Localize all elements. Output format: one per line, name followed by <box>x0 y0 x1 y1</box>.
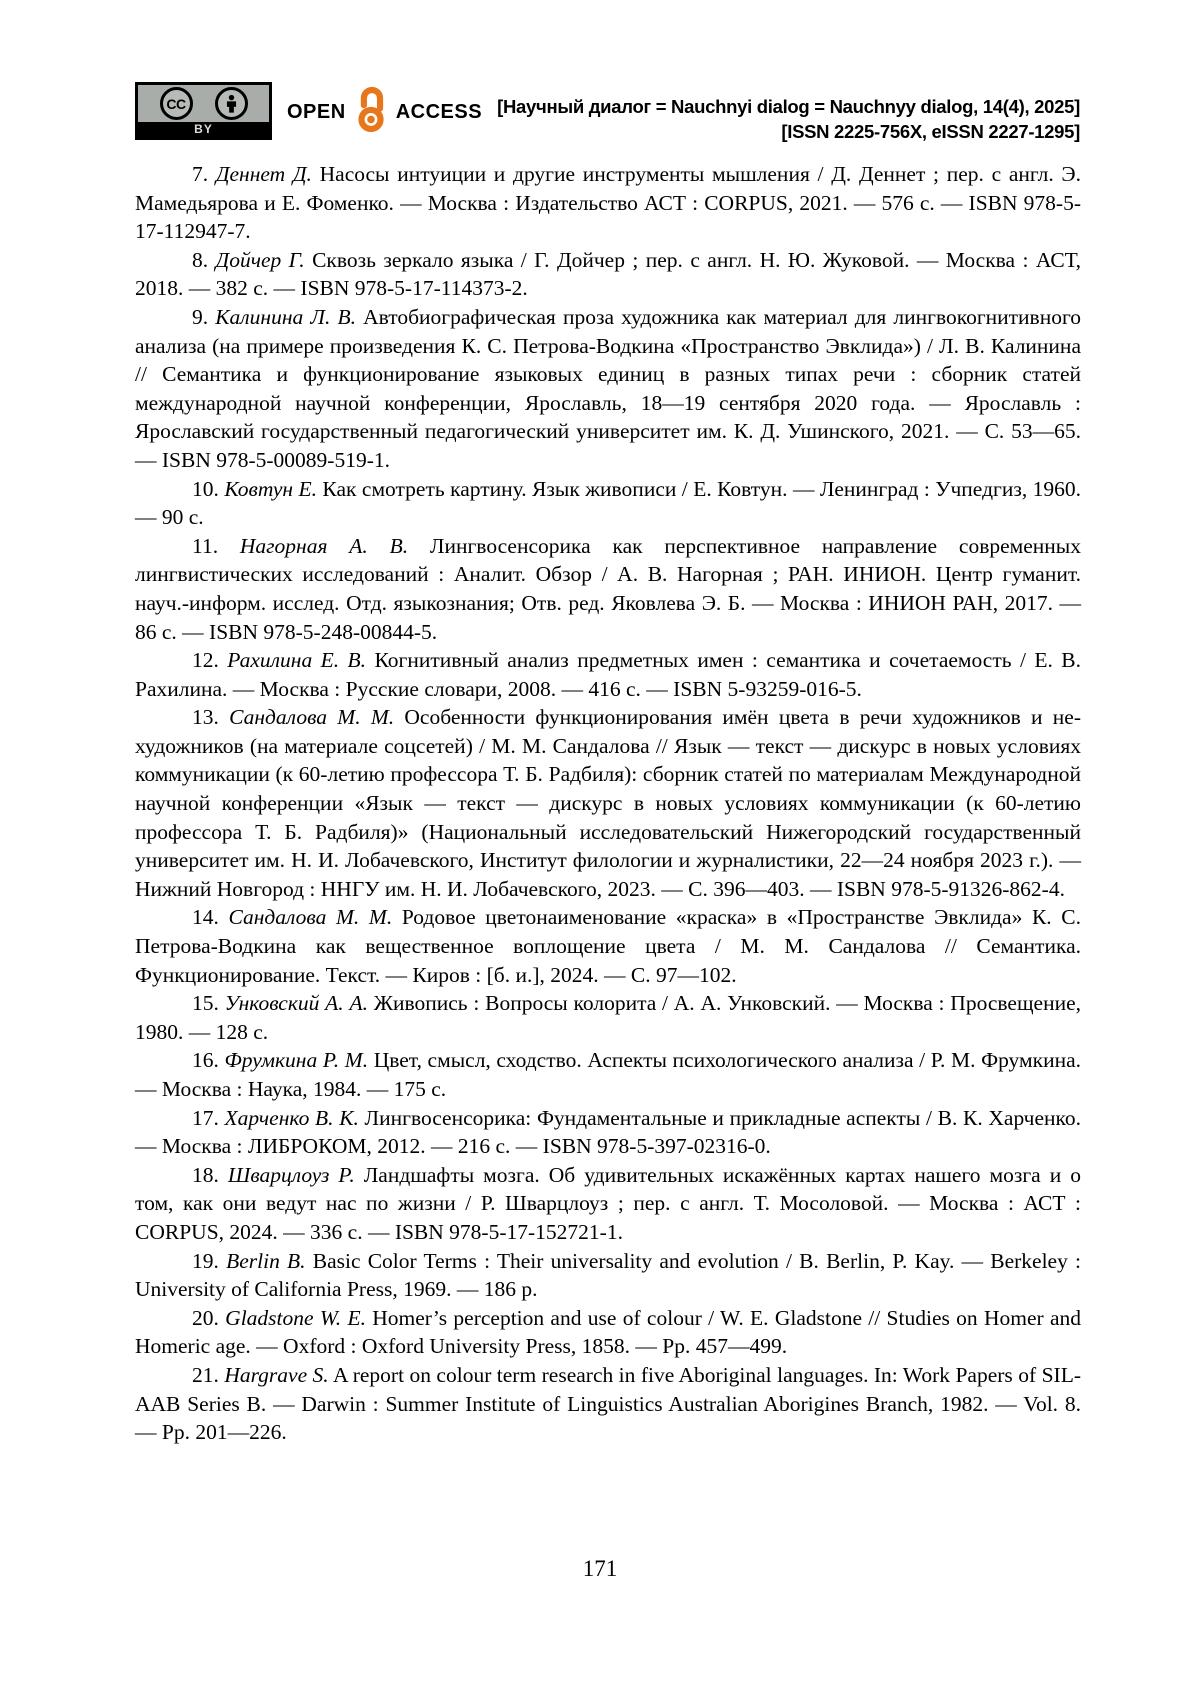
reference-item <box>135 903 1081 989</box>
reference-text: Лингвосенсорика: Фундаментальные и прикладные аспекты / В. К. Харченко. — Москва : ЛИБРОКОМ, 2012. — 216 с. — ISBN 978-5-397-02316-0. <box>135 1105 1082 1159</box>
reference-author: Рахилина Е. В. <box>227 648 367 673</box>
reference-author: Фрумкина Р. М. <box>224 1048 369 1073</box>
reference-number: 18. <box>192 1162 228 1187</box>
reference-author: Унковский А. А. <box>224 991 368 1016</box>
reference-author: Нагорная А. В. <box>239 533 409 558</box>
reference-text: Ландшафты мозга. Об удивительных искажённых картах нашего мозга и о том, как они ведут нас по жизни / Р. Шварцлоуз ; пер. с англ. Т. Мосоловой. — Москва : АСТ : CORPUS, 2024. — 336 с. — ISBN 978-5-17-152721-1. <box>135 1162 1081 1244</box>
reference-author: Шварцлоуз Р. <box>227 1162 355 1187</box>
reference-text: Сквозь зеркало языка / Г. Дойчер ; пер. с англ. Н. Ю. Жуковой. — Москва : АСТ, 2018. — 382 с. — ISBN 978-5-17-114373-2. <box>135 247 1082 301</box>
reference-author: Ковтун Е. <box>224 476 317 501</box>
references-list <box>135 160 1081 1447</box>
reference-number: 10. <box>192 476 225 501</box>
reference-item <box>135 646 1081 703</box>
person-icon <box>215 87 248 120</box>
reference-author: Hargrave S. <box>224 1362 329 1387</box>
reference-text: Насосы интуиции и другие инструменты мышления / Д. Деннет ; пер. с англ. Э. Мамедьярова и Е. Фоменко. — Москва : Издательство АСТ : CORPUS, 2021. — 576 с. — ISBN 978-5-17-112947-7. <box>135 162 1081 244</box>
reference-author: Gladstone W. E. <box>225 1305 366 1330</box>
cc-by-license-badge <box>135 82 272 140</box>
reference-text: Живопись : Вопросы колорита / А. А. Унковский. — Москва : Просвещение, 1980. — 128 с. <box>135 991 1081 1044</box>
reference-item <box>135 303 1081 475</box>
reference-item <box>135 475 1081 532</box>
page-header <box>135 80 1080 150</box>
reference-number: 15. <box>192 991 225 1016</box>
reference-number: 8. <box>192 247 216 272</box>
reference-author: Сандалова М. М. <box>229 705 395 730</box>
reference-text: A report on colour term research in five Aboriginal languages. In: Work Papers of SIL-AAB Series B. — Darwin : Summer Institute of Linguistics Australian Aborigines Branch, 1982. — Vol. 8. — Pp. 201—226. <box>135 1362 1081 1445</box>
journal-citation-line1: [Научный диалог = Nauchnyi dialog = Nauchnyy dialog, 14(4), 2025] <box>497 96 1080 117</box>
reference-number: 11. <box>192 533 240 558</box>
reference-number: 16. <box>192 1048 225 1073</box>
reference-text: Когнитивный анализ предметных имен : семантика и сочетаемость / Е. В. Рахилина. — Москва : Русские словари, 2008. — 416 с. — ISBN 5-93259-016-5. <box>135 648 1081 701</box>
open-access-access-text: ACCESS <box>395 100 483 123</box>
reference-item <box>135 532 1081 646</box>
reference-number: 21. <box>192 1362 225 1387</box>
reference-text: Автобиографическая проза художника как материал для лингвокогнитивного анализа (на примере произведения К. С. Петрова-Водкина «Пространство Эвклида») / Л. В. Калинина // Семантика и функционирование языковых единиц в разных типах речи : сборник статей международной научной конференции, Ярославль, 18—19 сентября 2020 года. — Ярославль : Ярославский государственный педагогический университет им. К. Д. Ушинского, 2021. — С. 53—65. — ISBN 978-5-00089-519-1. <box>135 304 1082 472</box>
reference-number: 14. <box>192 905 229 930</box>
reference-item <box>135 989 1081 1046</box>
page-footer <box>0 1556 1200 1582</box>
reference-item <box>135 1304 1081 1361</box>
reference-text: Особенности функционирования имён цвета в речи художников и не-художников (на материале соцсетей) / М. М. Сандалова // Язык — текст — дискурс в новых условиях коммуникации (к 60-летию профессора Т. Б. Радбиля): сборник статей по материалам Международной научной конференции «Язык — текст — дискурс в новых условиях коммуникации (к 60-летию профессора Т. Б. Радбиля)» (Национальный исследовательский Нижегородский государственный университет им. Н. И. Лобачевского, Институт филологии и журналистики, 22—24 ноября 2023 г.). — Нижний Новгород : ННГУ им. Н. И. Лобачевского, 2023. — С. 396—403. — ISBN 978-5-91326-862-4. <box>135 705 1082 901</box>
journal-citation-line2: [ISSN 2225-756X, eISSN 2227-1295] <box>781 121 1080 142</box>
reference-number: 12. <box>192 648 228 673</box>
page-number: 171 <box>582 1556 618 1581</box>
journal-citation <box>497 94 1080 144</box>
cc-icon: CC <box>160 87 193 120</box>
reference-item <box>135 1104 1081 1161</box>
reference-number: 9. <box>192 304 216 329</box>
reference-item <box>135 1247 1081 1304</box>
cc-by-label: BY <box>138 122 269 137</box>
reference-item <box>135 246 1081 303</box>
reference-author: Калинина Л. В. <box>215 304 356 329</box>
reference-text: Лингвосенсорика как перспективное направление современных лингвистических исследований : Аналит. Обзор / А. В. Нагорная ; РАН. ИНИОН. Центр гуманит. науч.-информ. исслед. Отд. языкознания; Отв. ред. Яковлева Э. Б. — Москва : ИНИОН РАН, 2017. — 86 с. — ISBN 978-5-248-00844-5. <box>135 533 1081 644</box>
reference-text: Цвет, смысл, сходство. Аспекты психологического анализа / Р. М. Фрумкина. — Москва : Наука, 1984. — 175 с. <box>135 1048 1081 1101</box>
reference-number: 20. <box>192 1305 226 1330</box>
reference-author: Харченко В. К. <box>224 1105 359 1130</box>
reference-number: 19. <box>192 1248 227 1273</box>
reference-author: Сандалова М. М. <box>228 905 393 930</box>
reference-author: Деннет Д. <box>215 162 312 186</box>
reference-item <box>135 703 1081 903</box>
open-access-logo <box>287 88 482 136</box>
open-access-open-text: OPEN <box>287 100 346 123</box>
reference-item <box>135 1361 1081 1447</box>
open-padlock-icon <box>352 85 390 133</box>
reference-item <box>135 160 1081 246</box>
cc-badge-icons <box>138 85 269 122</box>
reference-author: Дойчер Г. <box>215 247 305 272</box>
reference-author: Berlin B. <box>226 1248 306 1273</box>
reference-number: 17. <box>192 1105 225 1130</box>
reference-text: Homer’s perception and use of colour / W. E. Gladstone // Studies on Homer and Homeric age. — Oxford : Oxford University Press, 1858. — Pp. 457—499. <box>135 1305 1081 1359</box>
reference-text: Basic Color Terms : Their universality and evolution / B. Berlin, P. Kay. — Berkeley : University of California Press, 1969. — 186 p. <box>135 1248 1082 1302</box>
reference-item <box>135 1046 1081 1103</box>
reference-text: Как смотреть картину. Язык живописи / Е. Ковтун. — Ленинград : Учпедгиз, 1960. — 90 с. <box>135 476 1081 530</box>
reference-text: Родовое цветонаименование «краска» в «Пространстве Эвклида» К. С. Петрова-Водкина как вещественное воплощение цвета / М. М. Сандалова // Семантика. Функционирование. Текст. — Киров : [б. и.], 2024. — С. 97—102. <box>135 905 1082 987</box>
reference-number: 13. <box>192 705 230 730</box>
reference-item <box>135 1161 1081 1247</box>
reference-number: 7. <box>192 162 216 186</box>
